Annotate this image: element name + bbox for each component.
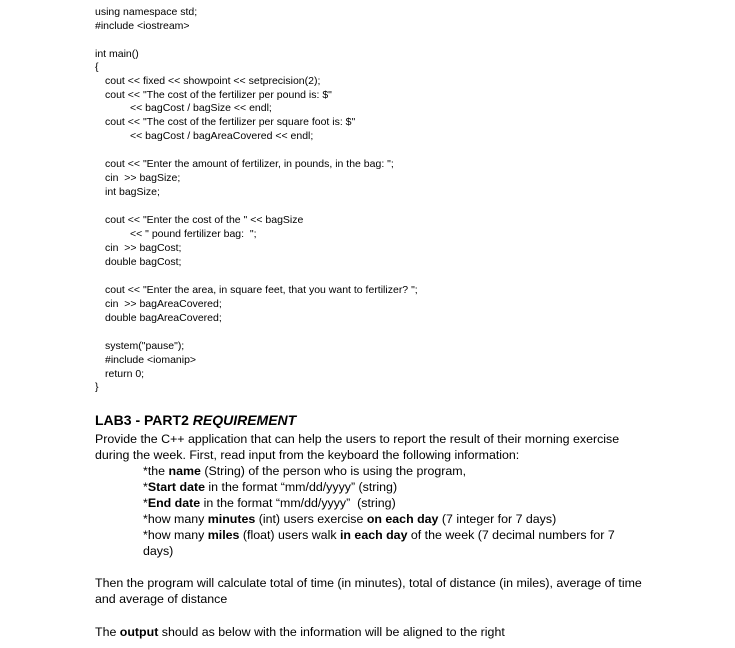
code-line: cin >> bagCost; xyxy=(105,242,182,254)
code-line: cout << "The cost of the fertilizer per square foot is: $" xyxy=(105,116,356,128)
lab-title xyxy=(95,412,296,428)
code-line: cout << "Enter the cost of the " << bagSize xyxy=(105,214,304,226)
requirement-item: *Start date in the format “mm/dd/yyyy” (string) xyxy=(143,480,398,494)
code-line: #include <iostream> xyxy=(95,20,190,32)
code-line: cin >> bagAreaCovered; xyxy=(105,298,222,310)
requirement-item: *how many miles (float) users walk in each day of the week (7 decimal numbers for 7 xyxy=(143,528,615,542)
code-line: #include <iomanip> xyxy=(105,354,197,366)
requirement-item: *how many minutes (int) users exercise on each day (7 integer for 7 days) xyxy=(143,512,557,526)
then-line: and average of distance xyxy=(95,592,228,606)
code-line: << bagCost / bagSize << endl; xyxy=(130,102,272,114)
code-line: << bagCost / bagAreaCovered << endl; xyxy=(130,130,314,142)
then-line: Then the program will calculate total of time (in minutes), total of distance (in miles), average of time xyxy=(95,576,642,590)
code-line: cout << "Enter the amount of fertilizer, in pounds, in the bag: "; xyxy=(105,158,394,170)
code-line: } xyxy=(95,381,99,393)
requirement-item-continued: days) xyxy=(143,544,174,558)
code-line: int main() xyxy=(95,48,139,60)
code-line: double bagAreaCovered; xyxy=(105,312,222,324)
lab-title-main: LAB3 - PART2 xyxy=(95,412,193,428)
code-line: double bagCost; xyxy=(105,256,182,268)
code-line: { xyxy=(95,61,99,73)
code-line: system("pause"); xyxy=(105,340,185,352)
intro-line: Provide the C++ application that can help the users to report the result of their morning exercise xyxy=(95,432,620,446)
code-line: << " pound fertilizer bag: "; xyxy=(130,228,257,240)
code-line: return 0; xyxy=(105,368,145,380)
code-line: using namespace std; xyxy=(95,6,198,18)
lab-title-requirement: REQUIREMENT xyxy=(192,412,297,428)
intro-line: during the week. First, read input from the keyboard the following information: xyxy=(95,448,520,462)
code-line: int bagSize; xyxy=(105,186,160,198)
code-line: cout << "The cost of the fertilizer per pound is: $" xyxy=(105,89,332,101)
output-line: The output should as below with the information will be aligned to the right xyxy=(95,625,505,639)
code-line: cin >> bagSize; xyxy=(105,172,181,184)
requirement-item: *End date in the format “mm/dd/yyyy” (string) xyxy=(143,496,396,510)
requirement-item: *the name (String) of the person who is using the program, xyxy=(143,464,467,478)
code-line: cout << "Enter the area, in square feet, that you want to fertilizer? "; xyxy=(105,284,418,296)
code-line: cout << fixed << showpoint << setprecision(2); xyxy=(105,75,321,87)
